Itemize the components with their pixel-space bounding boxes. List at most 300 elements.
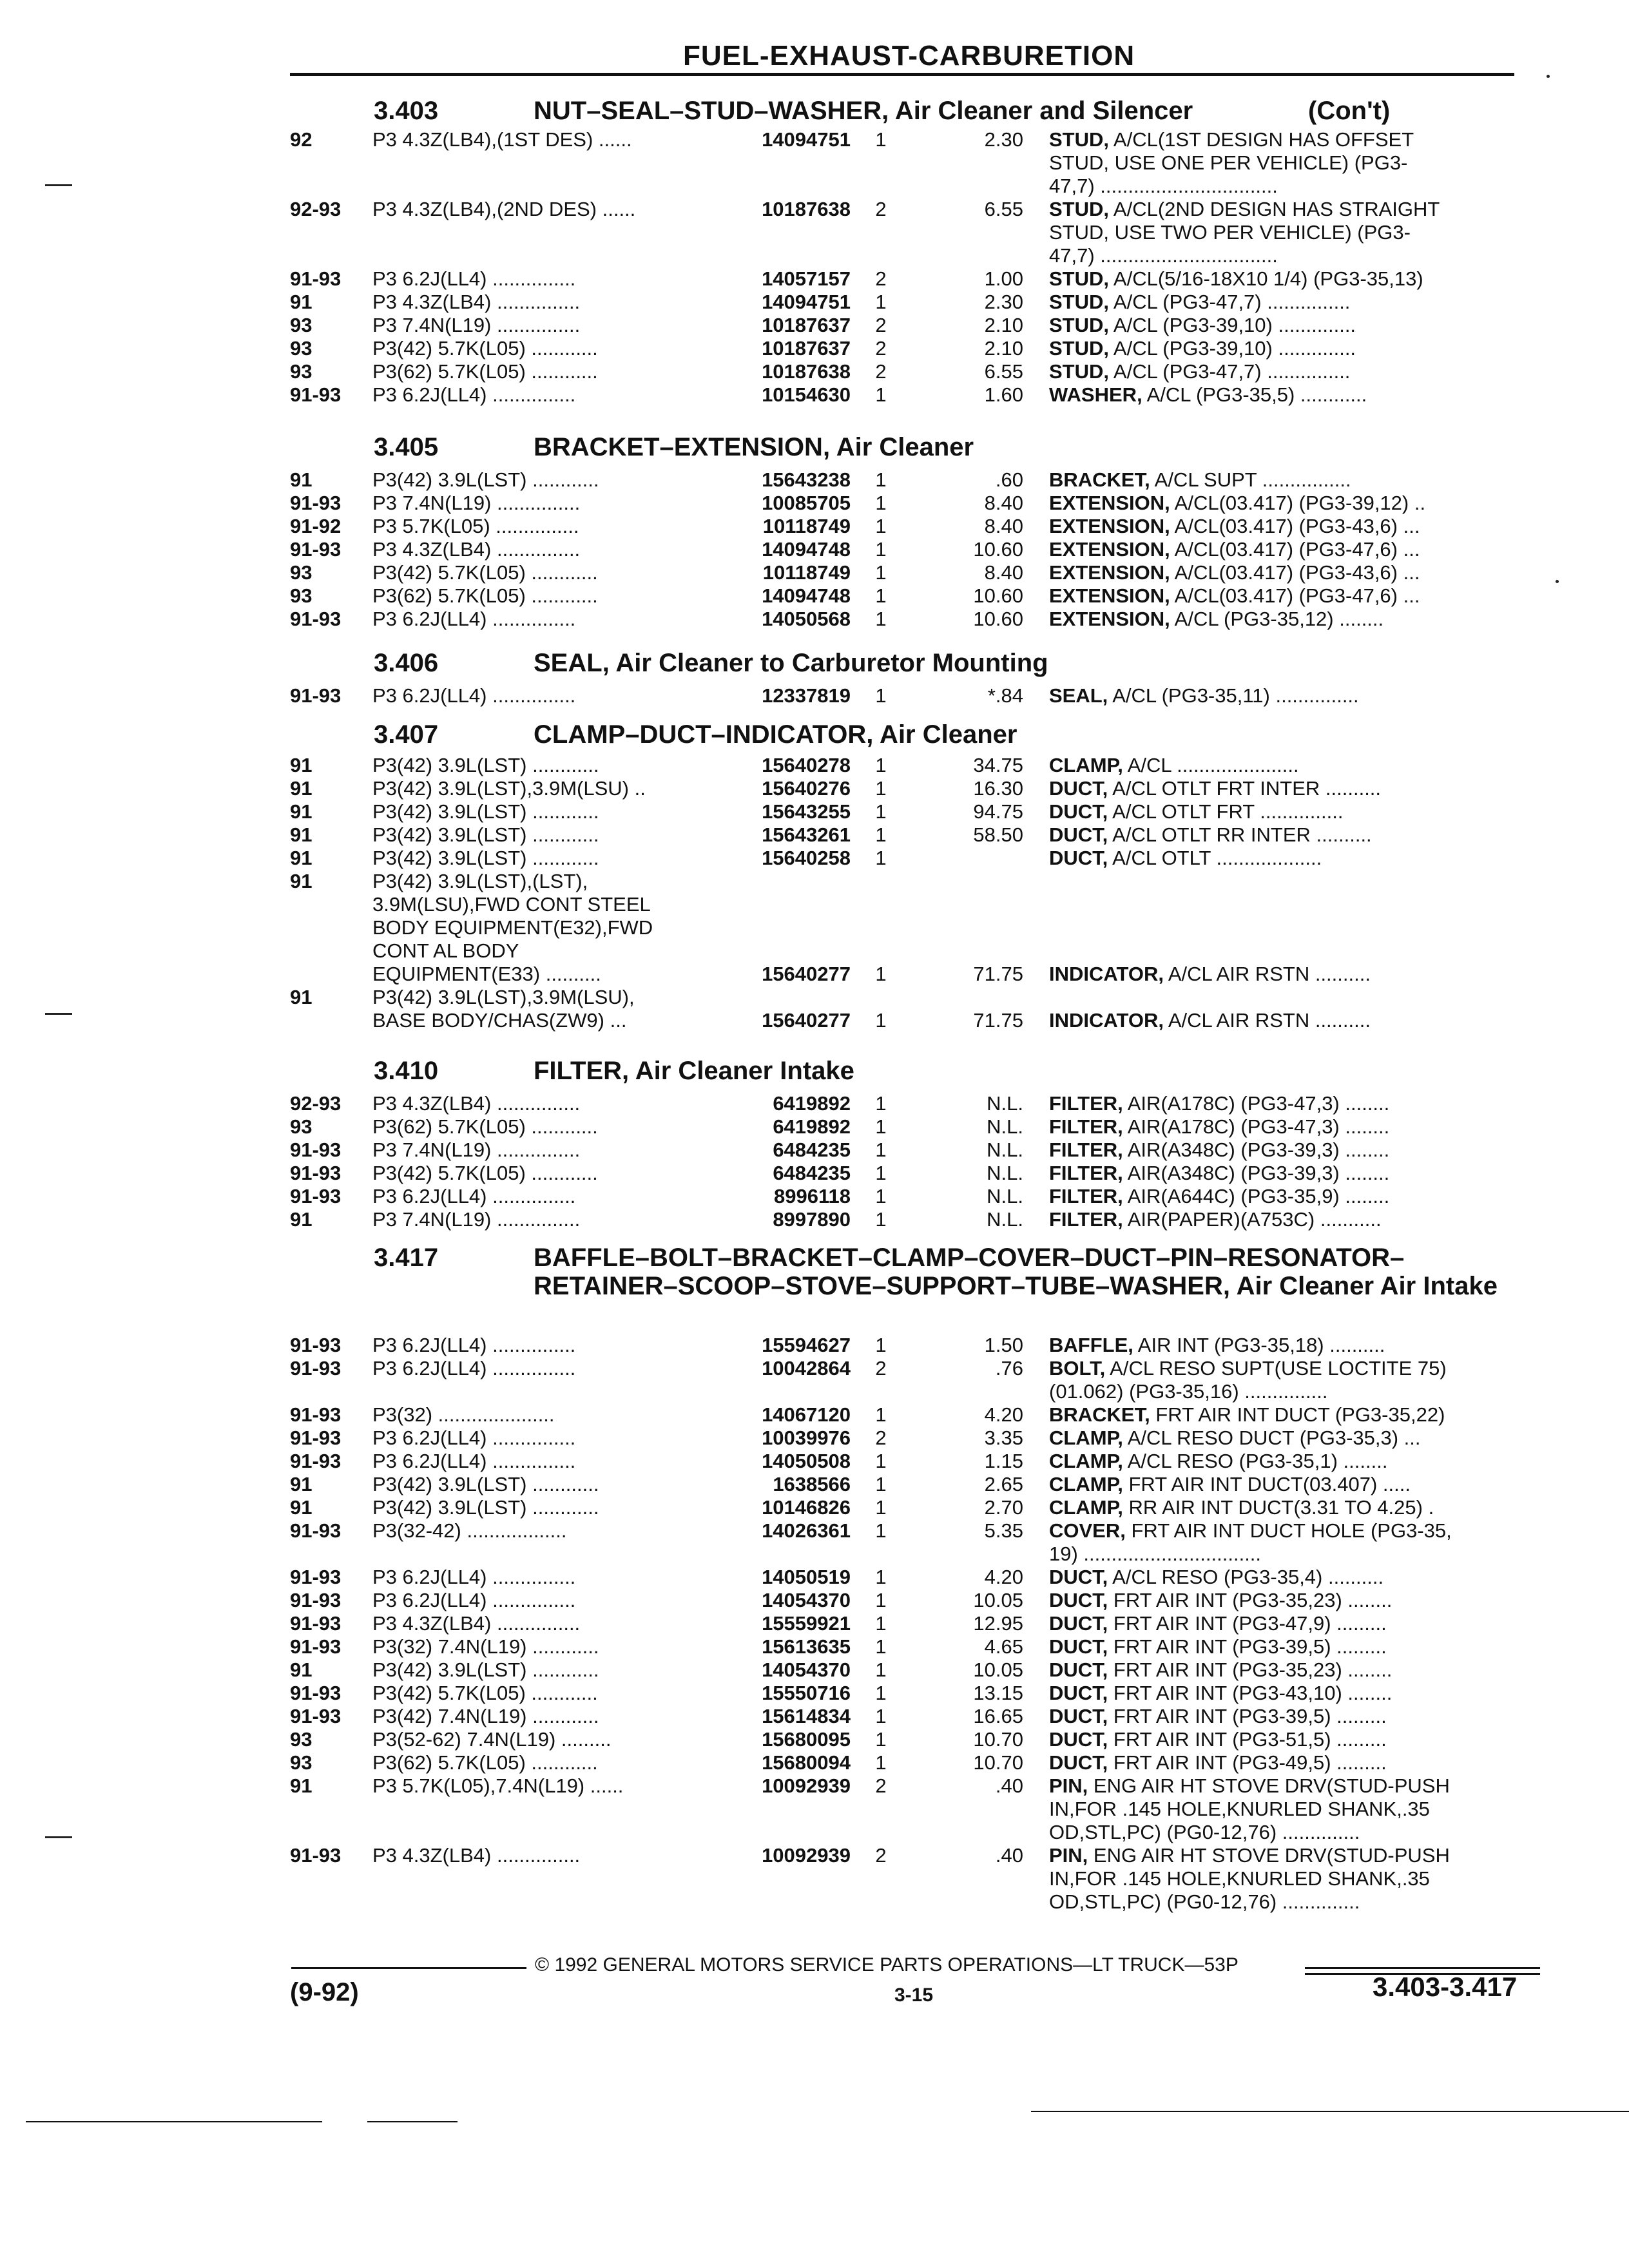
margin-dot [1547,75,1550,78]
price: 1.60 [984,383,1023,406]
price: N.L. [987,1208,1023,1231]
parts-row [0,608,1629,631]
part-name [1049,1566,1526,1589]
quantity: 1 [875,291,887,313]
quantity: 1 [875,1751,887,1774]
part-number: 14057157 [762,267,851,290]
model-description: P3 6.2J(LL4) ............... [372,1334,576,1356]
part-number: 15640277 [762,963,851,985]
model-description: P3 7.4N(L19) ............... [372,492,581,514]
parts-row [0,777,1629,800]
part-name [1049,1357,1526,1403]
model-years: 91 [290,1473,313,1495]
price: *.84 [987,684,1023,707]
quantity: 1 [875,1185,887,1207]
model-years: 93 [290,1728,313,1751]
price: 58.50 [973,823,1023,846]
model-years: 92-93 [290,1092,342,1115]
parts-row [0,468,1629,492]
quantity: 1 [875,1519,887,1542]
parts-row [0,1473,1629,1496]
part-name [1049,684,1526,707]
price: 94.75 [973,800,1023,823]
price: 10.60 [973,608,1023,630]
parts-row [0,1162,1629,1185]
part-name-detail: A/CL(5/16-18X10 1/4) (PG3-35,13) [1109,267,1423,290]
price: 8.40 [984,515,1023,537]
price: 71.75 [973,1009,1023,1032]
model-years: 91 [290,468,313,491]
model-years: 91 [290,754,313,776]
part-name [1049,1496,1526,1519]
part-number: 15680095 [762,1728,851,1751]
part-name [1049,267,1526,291]
part-name-key: CLAMP, [1049,1473,1123,1495]
part-number: 10092939 [762,1844,851,1867]
parts-row [0,1115,1629,1139]
part-name-detail: A/CL(03.417) (PG3-43,6) ... [1170,515,1420,537]
part-number: 15594627 [762,1334,851,1356]
part-name-detail: FRT AIR INT (PG3-39,5) ......... [1108,1705,1387,1727]
part-name-detail: FRT AIR INT (PG3-51,5) ......... [1108,1728,1387,1751]
part-name [1049,1774,1526,1844]
quantity: 2 [875,1844,887,1867]
part-name-key: DUCT, [1049,847,1108,869]
bottom-rule [1031,2111,1629,2112]
part-number: 15640258 [762,847,851,869]
parts-row [0,198,1629,267]
price: 5.35 [984,1519,1023,1542]
model-years: 91-93 [290,1403,342,1426]
model-years: 91 [290,823,313,846]
header-rule [290,73,1514,76]
model-years: 91 [290,1658,313,1681]
parts-row [0,1844,1629,1914]
model-description: P3 4.3Z(LB4),(2ND DES) ...... [372,198,636,220]
price: N.L. [987,1092,1023,1115]
quantity: 1 [875,1705,887,1727]
quantity: 1 [875,1208,887,1231]
quantity: 1 [875,1682,887,1704]
part-number: 15680094 [762,1751,851,1774]
model-years: 91-93 [290,1450,342,1472]
part-number: 15643238 [762,468,851,491]
part-name-key: PIN, [1049,1774,1088,1797]
model-years: 91-93 [290,1566,342,1588]
part-number: 14050508 [762,1450,851,1472]
part-name-key: FILTER, [1049,1185,1123,1207]
model-years: 91-93 [290,684,342,707]
model-description: P3 6.2J(LL4) ............... [372,608,576,630]
model-years: 93 [290,1115,313,1138]
price: 13.15 [973,1682,1023,1704]
quantity: 2 [875,198,887,220]
model-years: 91-93 [290,492,342,514]
part-name-key: DUCT, [1049,1635,1108,1658]
model-years: 91-93 [290,608,342,630]
model-description: P3 4.3Z(LB4) ............... [372,1612,581,1635]
part-name-key: CLAMP, [1049,754,1123,776]
part-number: 10187638 [762,198,851,220]
part-name-detail: A/CL AIR RSTN .......... [1163,963,1371,985]
part-number: 10154630 [762,383,851,406]
section-title: NUT–SEAL–STUD–WASHER, Air Cleaner and Silencer [534,97,1193,125]
parts-row [0,1092,1629,1115]
part-name-key: EXTENSION, [1049,584,1170,607]
parts-row [0,1705,1629,1728]
price: 10.05 [973,1658,1023,1681]
part-name-key: BOLT, [1049,1357,1106,1379]
quantity: 1 [875,1092,887,1115]
model-description: P3(62) 5.7K(L05) ............ [372,584,598,607]
part-name-detail: FRT AIR INT DUCT HOLE (PG3-35, 19) ................................ [1049,1519,1452,1565]
part-name [1049,561,1526,584]
quantity: 2 [875,1357,887,1379]
price: 4.20 [984,1566,1023,1588]
footer-rule-left [291,1967,526,1969]
quantity: 2 [875,1774,887,1797]
part-number: 14050568 [762,608,851,630]
part-name [1049,777,1526,800]
part-name [1049,847,1526,870]
section-number: 3.403 [374,97,439,125]
model-description: P3(32) ..................... [372,1403,555,1426]
price: .40 [995,1774,1023,1797]
part-number: 14094748 [762,584,851,607]
section-number: 3.406 [374,649,439,677]
model-years: 91 [290,986,313,1008]
model-description: P3(52-62) 7.4N(L19) ......... [372,1728,612,1751]
model-description: P3 5.7K(L05) ............... [372,515,579,537]
part-name-key: INDICATOR, [1049,963,1164,985]
price: 2.65 [984,1473,1023,1495]
parts-row [0,1185,1629,1208]
quantity: 1 [875,1115,887,1138]
model-description: P3(42) 3.9L(LST) ............ [372,1473,599,1495]
part-name [1049,1403,1526,1427]
model-years: 91-93 [290,1185,342,1207]
part-number: 15643261 [762,823,851,846]
price: .76 [995,1357,1023,1379]
model-description: P3 6.2J(LL4) ............... [372,1566,576,1588]
part-name-detail: AIR(A348C) (PG3-39,3) ........ [1123,1162,1390,1184]
part-number: 14067120 [762,1403,851,1426]
part-name-detail: A/CL(1ST DESIGN HAS OFFSET STUD, USE ONE PER VEHICLE) (PG3- 47,7) ................................ [1049,128,1414,197]
quantity: 1 [875,823,887,846]
model-years: 91-93 [290,538,342,561]
model-years: 93 [290,314,313,336]
part-name-key: FILTER, [1049,1092,1123,1115]
price: 3.35 [984,1427,1023,1449]
price: N.L. [987,1162,1023,1184]
part-name-key: EXTENSION, [1049,515,1170,537]
part-name-key: STUD, [1049,198,1109,220]
parts-row [0,1519,1629,1566]
quantity: 1 [875,1658,887,1681]
part-name-detail: AIR(A178C) (PG3-47,3) ........ [1123,1115,1390,1138]
parts-row [0,1589,1629,1612]
price: 2.30 [984,291,1023,313]
part-name [1049,800,1526,823]
model-description: P3 7.4N(L19) ............... [372,1139,581,1161]
part-name-key: DUCT, [1049,1566,1108,1588]
model-years: 91-93 [290,1682,342,1704]
section-continued: (Con't) [1308,97,1391,125]
quantity: 2 [875,337,887,360]
model-years: 91-93 [290,1162,342,1184]
part-name [1049,1844,1526,1914]
bottom-rule [367,2121,458,2122]
parts-row [0,1208,1629,1231]
parts-row [0,492,1629,515]
part-name [1049,291,1526,314]
model-years: 91-92 [290,515,342,537]
part-name [1049,1139,1526,1162]
model-years: 91 [290,847,313,869]
price: .60 [995,468,1023,491]
part-name-key: DUCT, [1049,1751,1108,1774]
model-years: 93 [290,360,313,383]
quantity: 1 [875,800,887,823]
section-number: 3.417 [374,1244,439,1272]
part-name [1049,1658,1526,1682]
model-description: P3(42) 3.9L(LST) ............ [372,823,599,846]
part-name [1049,314,1526,337]
quantity: 1 [875,383,887,406]
part-number: 14054370 [762,1658,851,1681]
part-name-detail: FRT AIR INT (PG3-47,9) ......... [1108,1612,1387,1635]
price: 6.55 [984,360,1023,383]
part-name-detail: A/CL RESO DUCT (PG3-35,3) ... [1123,1427,1421,1449]
model-description: P3 4.3Z(LB4) ............... [372,1092,581,1115]
price: 16.30 [973,777,1023,800]
part-name [1049,337,1526,360]
part-name-detail: FRT AIR INT (PG3-39,5) ......... [1108,1635,1387,1658]
price: 16.65 [973,1705,1023,1727]
part-name-detail: A/CL AIR RSTN .......... [1163,1009,1371,1032]
model-description: P3 5.7K(L05),7.4N(L19) ...... [372,1774,624,1797]
part-name [1049,1751,1526,1774]
part-name-key: BRACKET, [1049,1403,1150,1426]
model-description: P3 4.3Z(LB4) ............... [372,1844,581,1867]
model-years: 93 [290,337,313,360]
part-name-key: STUD, [1049,337,1109,360]
model-description: P3(62) 5.7K(L05) ............ [372,1115,598,1138]
part-number: 15613635 [762,1635,851,1658]
part-name-key: DUCT, [1049,1728,1108,1751]
price: 71.75 [973,963,1023,985]
model-description: P3 4.3Z(LB4) ............... [372,538,581,561]
parts-row [0,360,1629,383]
section-title: SEAL, Air Cleaner to Carburetor Mounting [534,649,1048,677]
part-name-detail: A/CL OTLT FRT ............... [1108,800,1344,823]
parts-row [0,1566,1629,1589]
part-name-detail: A/CL OTLT ................... [1108,847,1322,869]
part-name [1049,1185,1526,1208]
model-description: P3(42) 3.9L(LST) ............ [372,800,599,823]
model-description: P3(42) 5.7K(L05) ............ [372,337,598,360]
quantity: 2 [875,360,887,383]
part-name [1049,1612,1526,1635]
part-number: 10085705 [762,492,851,514]
price: 8.40 [984,561,1023,584]
model-years: 93 [290,1751,313,1774]
price: 1.15 [984,1450,1023,1472]
parts-row [0,1658,1629,1682]
part-name [1049,1427,1526,1450]
part-name-key: DUCT, [1049,777,1108,800]
quantity: 1 [875,1403,887,1426]
part-name-detail: A/CL RESO (PG3-35,4) .......... [1108,1566,1384,1588]
quantity: 2 [875,267,887,290]
part-number: 14050519 [762,1566,851,1588]
model-years: 93 [290,584,313,607]
part-name [1049,963,1526,986]
part-name-detail: A/CL (PG3-47,7) ............... [1109,360,1351,383]
quantity: 1 [875,1566,887,1588]
parts-row [0,847,1629,870]
model-years: 91-93 [290,1427,342,1449]
part-name-key: DUCT, [1049,800,1108,823]
part-name [1049,584,1526,608]
quantity: 1 [875,468,887,491]
price: 12.95 [973,1612,1023,1635]
part-name-key: STUD, [1049,314,1109,336]
footer-page-number: 3-15 [894,1984,934,2006]
part-name-key: DUCT, [1049,1589,1108,1611]
parts-row [0,291,1629,314]
part-name-key: STUD, [1049,291,1109,313]
part-number: 14054370 [762,1589,851,1611]
model-description: P3(32) 7.4N(L19) ............ [372,1635,599,1658]
part-name-detail: AIR(PAPER)(A753C) ........... [1123,1208,1382,1231]
part-name-detail: AIR(A348C) (PG3-39,3) ........ [1123,1139,1390,1161]
quantity: 1 [875,1496,887,1519]
part-name-detail: A/CL RESO (PG3-35,1) ........ [1123,1450,1388,1472]
quantity: 1 [875,684,887,707]
part-number: 8997890 [773,1208,851,1231]
price: 34.75 [973,754,1023,776]
quantity: 1 [875,608,887,630]
price: .40 [995,1844,1023,1867]
model-years: 91-93 [290,1844,342,1867]
model-years: 91-93 [290,1612,342,1635]
quantity: 1 [875,1612,887,1635]
part-name-key: DUCT, [1049,1612,1108,1635]
part-name-key: WASHER, [1049,383,1142,406]
part-number: 10118749 [762,561,851,584]
part-name-key: DUCT, [1049,1682,1108,1704]
part-name [1049,1682,1526,1705]
parts-row [0,314,1629,337]
part-number: 15640276 [762,777,851,800]
quantity: 1 [875,584,887,607]
parts-row [0,1334,1629,1357]
model-description: P3(42) 3.9L(LST) ............ [372,847,599,869]
parts-row [0,561,1629,584]
part-name-detail: AIR(A178C) (PG3-47,3) ........ [1123,1092,1390,1115]
part-name [1049,538,1526,561]
part-name [1049,1635,1526,1658]
quantity: 1 [875,1473,887,1495]
part-name [1049,823,1526,847]
part-name-key: DUCT, [1049,823,1108,846]
part-number: 15614834 [762,1705,851,1727]
parts-row [0,1496,1629,1519]
parts-row [0,1774,1629,1844]
part-name-key: DUCT, [1049,1658,1108,1681]
parts-row [0,1728,1629,1751]
part-name [1049,128,1526,198]
quantity: 1 [875,1334,887,1356]
model-description: P3 6.2J(LL4) ............... [372,383,576,406]
part-name-key: COVER, [1049,1519,1126,1542]
part-name [1049,492,1526,515]
section-title: BRACKET–EXTENSION, Air Cleaner [534,433,974,461]
parts-row [0,800,1629,823]
price: 10.60 [973,584,1023,607]
part-name-key: DUCT, [1049,1705,1108,1727]
part-name-key: CLAMP, [1049,1427,1123,1449]
part-name-detail: A/CL ...................... [1123,754,1299,776]
parts-row [0,1612,1629,1635]
parts-row [0,1682,1629,1705]
part-name [1049,1334,1526,1357]
price: 2.10 [984,314,1023,336]
bottom-rule [26,2121,322,2122]
part-number: 10187638 [762,360,851,383]
model-description: P3(32-42) .................. [372,1519,567,1542]
part-number: 15643255 [762,800,851,823]
part-name-key: CLAMP, [1049,1496,1123,1519]
part-name-key: FILTER, [1049,1162,1123,1184]
part-number: 6484235 [773,1139,851,1161]
price: 6.55 [984,198,1023,220]
page-header-title: FUEL-EXHAUST-CARBURETION [683,40,1135,72]
part-name-key: EXTENSION, [1049,561,1170,584]
part-number: 6419892 [773,1115,851,1138]
section-title: CLAMP–DUCT–INDICATOR, Air Cleaner [534,720,1017,749]
price: N.L. [987,1139,1023,1161]
part-name-detail: A/CL(03.417) (PG3-43,6) ... [1170,561,1420,584]
part-name-detail: A/CL (PG3-47,7) ............... [1109,291,1351,313]
part-number: 6419892 [773,1092,851,1115]
part-name-detail: A/CL(03.417) (PG3-47,6) ... [1170,584,1420,607]
part-number: 10118749 [762,515,851,537]
model-description: P3 6.2J(LL4) ............... [372,1185,576,1207]
quantity: 1 [875,1139,887,1161]
model-description: P3 7.4N(L19) ............... [372,314,581,336]
section-title: FILTER, Air Cleaner Intake [534,1057,854,1085]
model-description: P3(62) 5.7K(L05) ............ [372,360,598,383]
model-years: 91-93 [290,383,342,406]
part-name-detail: A/CL(03.417) (PG3-39,12) .. [1170,492,1426,514]
part-name-detail: A/CL (PG3-39,10) .............. [1109,337,1356,360]
section-number: 3.410 [374,1057,439,1085]
parts-row [0,684,1629,707]
part-number: 1638566 [773,1473,851,1495]
part-name-detail: A/CL (PG3-39,10) .............. [1109,314,1356,336]
part-name-key: BAFFLE, [1049,1334,1133,1356]
price: 8.40 [984,492,1023,514]
model-description: P3(42) 3.9L(LST),3.9M(LSU) .. [372,777,646,800]
parts-row [0,986,1629,1032]
part-number: 15550716 [762,1682,851,1704]
part-number: 10042864 [762,1357,851,1379]
model-years: 91-93 [290,1334,342,1356]
model-years: 91 [290,1496,313,1519]
quantity: 1 [875,777,887,800]
